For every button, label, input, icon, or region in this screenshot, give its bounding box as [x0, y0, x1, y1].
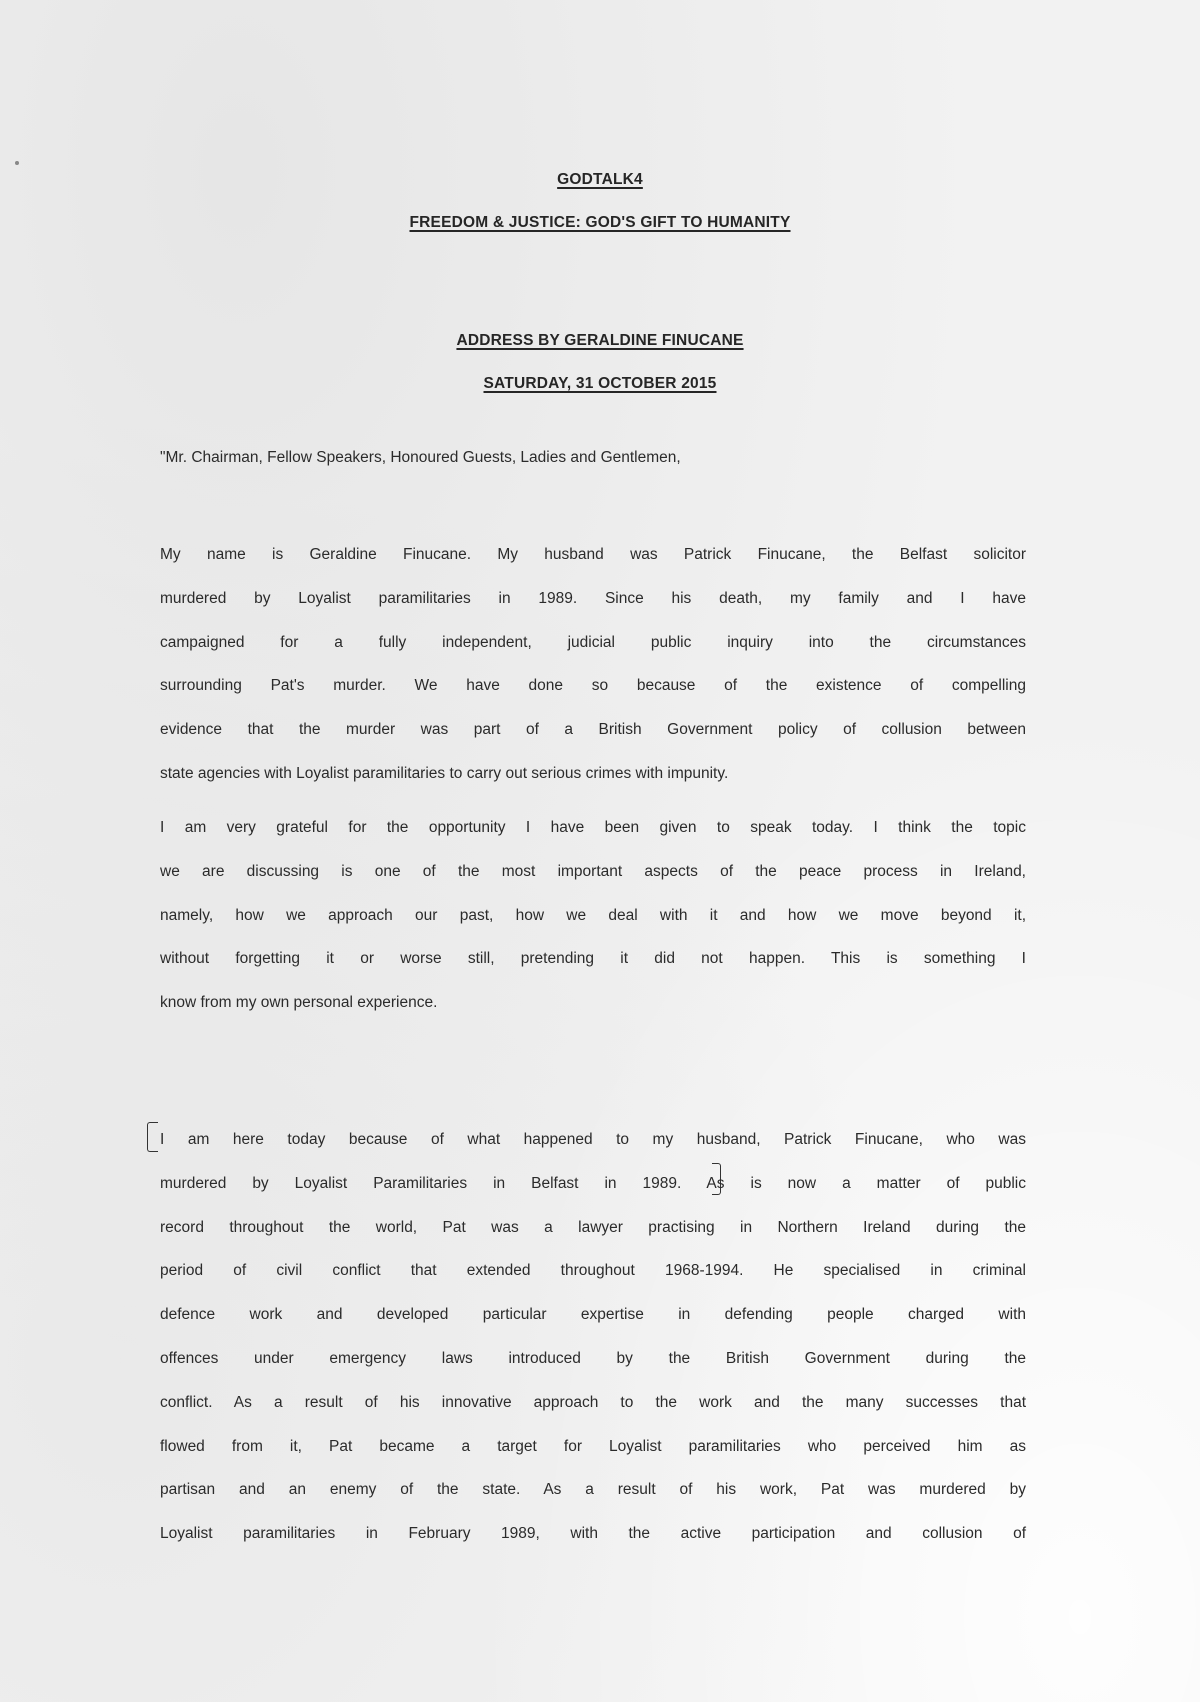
text-line: murdered by Loyalist paramilitaries in 1989. Since his death, my family and I have: [160, 589, 1026, 607]
text-line: partisan and an enemy of the state. As a result of his work, Pat was murdered by: [160, 1481, 1026, 1499]
text-line: defence work and developed particular expertise in defending people charged with: [160, 1306, 1026, 1324]
text-line: surrounding Pat's murder. We have done so because of the existence of compelling: [160, 677, 1026, 695]
paragraph-background: [160, 1118, 1026, 1556]
text-line: know from my own personal experience.: [160, 994, 438, 1012]
text-line: namely, how we approach our past, how we deal with it and how we move beyond it,: [160, 906, 1026, 924]
heading-event-theme: FREEDOM & JUSTICE: GOD'S GIFT TO HUMANITY: [409, 214, 791, 231]
text-line: evidence that the murder was part of a British Government policy of collusion between: [160, 721, 1026, 739]
text-line: I am here today because of what happened to my husband, Patrick Finucane, who was: [160, 1131, 1026, 1148]
text-line: we are discussing is one of the most important aspects of the peace process in Ireland,: [160, 862, 1026, 880]
text-line: murdered by Loyalist Paramilitaries in Belfast in 1989. As is now a matter of public: [160, 1174, 1026, 1192]
text-line: Loyalist paramilitaries in February 1989, with the active participation and collusion of: [160, 1525, 1026, 1543]
text-line: I am very grateful for the opportunity I have been given to speak today. I think the topic: [160, 819, 1026, 836]
heading-address-by: ADDRESS BY GERALDINE FINUCANE: [456, 332, 744, 349]
text-line: flowed from it, Pat became a target for Loyalist paramilitaries who perceived him as: [160, 1437, 1026, 1455]
text-line: campaigned for a fully independent, judicial public inquiry into the circumstances: [160, 633, 1026, 651]
handwritten-open-bracket: [147, 1122, 158, 1152]
heading-date: SATURDAY, 31 OCTOBER 2015: [483, 375, 717, 392]
heading-event-name: GODTALK4: [557, 171, 643, 188]
text-line: My name is Geraldine Finucane. My husband was Patrick Finucane, the Belfast solicitor: [160, 546, 1026, 563]
text-line: without forgetting it or worse still, pretending it did not happen. This is something I: [160, 950, 1026, 968]
text-line: record throughout the world, Pat was a lawyer practising in Northern Ireland during the: [160, 1218, 1026, 1236]
text-line: conflict. As a result of his innovative approach to the work and the many successes that: [160, 1393, 1026, 1411]
text-line: period of civil conflict that extended throughout 1968-1994. He specialised in criminal: [160, 1262, 1026, 1280]
scan-speck: [15, 161, 19, 165]
paragraph-introduction: [160, 533, 1026, 796]
text-line: offences under emergency laws introduced by the British Government during the: [160, 1349, 1026, 1367]
paragraph-gratitude: [160, 806, 1026, 1025]
salutation: "Mr. Chairman, Fellow Speakers, Honoured Guests, Ladies and Gentlemen,: [160, 449, 681, 466]
text-line: state agencies with Loyalist paramilitaries to carry out serious crimes with impunity.: [160, 764, 729, 782]
